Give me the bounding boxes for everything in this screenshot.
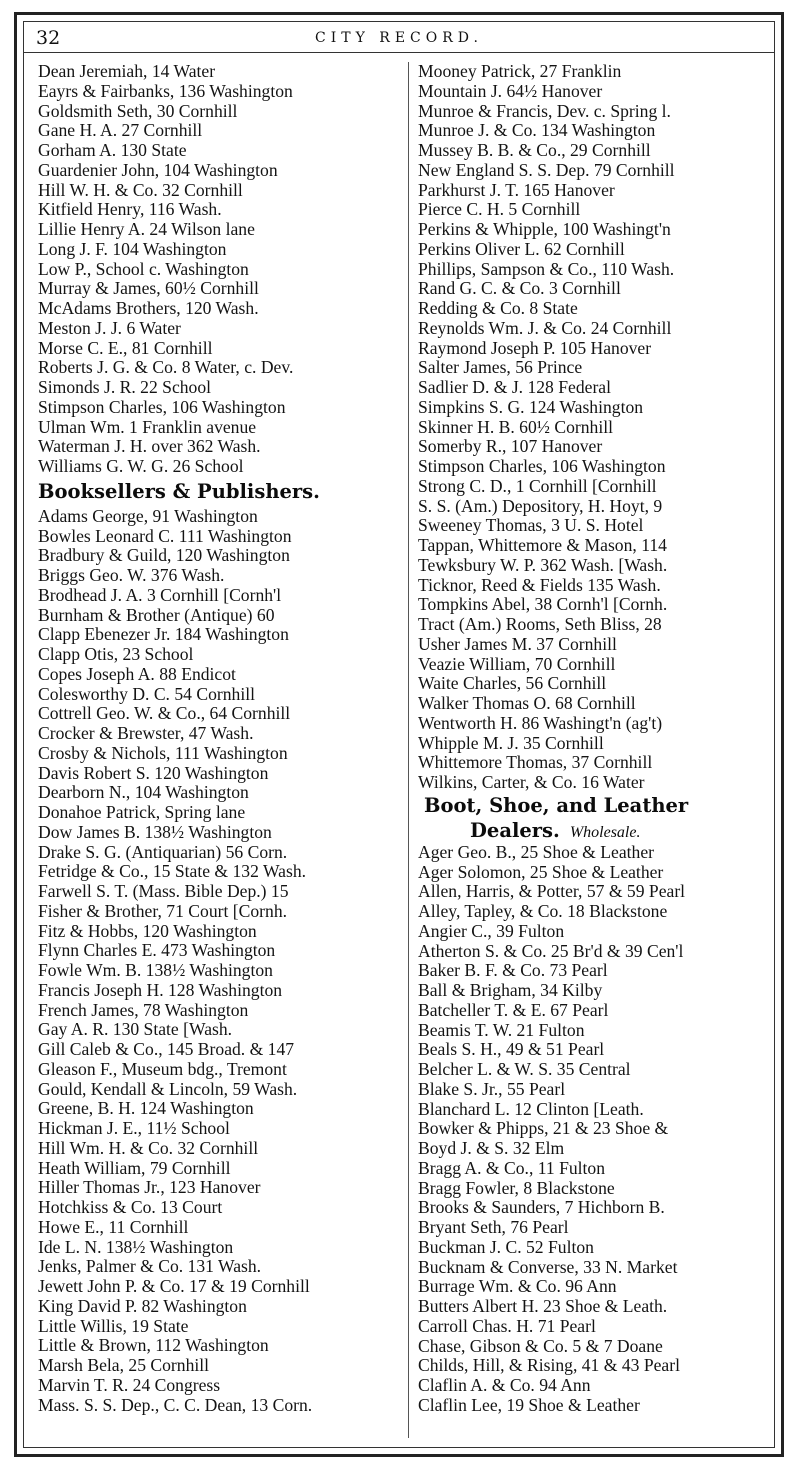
directory-entry: Sadlier D. & J. 128 Federal	[418, 378, 612, 397]
directory-entry: Munroe & Francis, Dev. c. Spring l.	[418, 101, 671, 121]
directory-entry: Francis Joseph H. 128 Washington	[38, 980, 283, 1000]
directory-entry: Rand G. C. & Co. 3 Cornhill	[418, 279, 621, 299]
directory-entry: Ticknor, Reed & Fields 135 Wash.	[418, 575, 661, 595]
directory-entry: Bradbury & Guild, 120 Washington	[38, 546, 290, 566]
directory-entry: Long J. F. 104 Washington	[38, 239, 227, 259]
right-entries-a	[418, 62, 768, 793]
directory-entry: Brooks & Saunders, 7 Hichborn B.	[418, 1198, 665, 1218]
directory-entry: Gould, Kendall & Lincoln, 59 Wash.	[38, 1079, 298, 1099]
directory-entry: Clapp Otis, 23 School	[38, 645, 194, 664]
directory-entry: Dearborn N., 104 Washington	[38, 783, 249, 803]
directory-entry: Davis Robert S. 120 Washington	[38, 763, 269, 783]
directory-entry: Stimpson Charles, 106 Washington	[38, 397, 286, 417]
column-divider	[408, 62, 409, 1438]
directory-entry: Munroe J. & Co. 134 Washington	[418, 121, 656, 141]
section-heading-note: Wholesale.	[569, 823, 641, 841]
directory-entry: Briggs Geo. W. 376 Wash.	[38, 566, 225, 585]
directory-entry: Mass. S. S. Dep., C. C. Dean, 13 Corn.	[38, 1395, 313, 1415]
page-number: 32	[36, 27, 61, 49]
directory-entry: Meston J. J. 6 Water	[38, 318, 181, 338]
directory-entry: Usher James M. 37 Cornhill	[418, 634, 617, 654]
directory-entry: Mooney Patrick, 27 Franklin	[418, 62, 622, 81]
directory-entry: Tract (Am.) Rooms, Seth Bliss, 28	[418, 615, 662, 634]
directory-entry: Drake S. G. (Antiquarian) 56 Corn.	[38, 842, 288, 862]
section-heading-dealers: Dealers.	[470, 818, 560, 842]
directory-entry: Copes Joseph A. 88 Endicot	[38, 664, 236, 684]
directory-entry: Colesworthy D. C. 54 Cornhill	[38, 684, 255, 704]
directory-entry: Perkins & Whipple, 100 Washingt'n	[418, 220, 671, 239]
directory-entry: Angier C., 39 Fulton	[418, 921, 565, 941]
directory-entry: Roberts J. G. & Co. 8 Water, c. Dev.	[38, 358, 294, 378]
directory-entry: Claflin Lee, 19 Shoe & Leather	[418, 1395, 640, 1415]
directory-entry: Heath William, 79 Cornhill	[38, 1158, 231, 1178]
directory-entry: Ager Solomon, 25 Shoe & Leather	[418, 862, 664, 882]
directory-entry: French James, 78 Washington	[38, 1000, 249, 1020]
directory-entry: Stimpson Charles, 106 Washington	[418, 457, 666, 476]
directory-entry: Beamis T. W. 21 Fulton	[418, 1020, 585, 1040]
directory-entry: Gorham A. 130 State	[38, 141, 187, 160]
directory-entry: Bowles Leonard C. 111 Washington	[38, 526, 292, 546]
directory-entry: New England S. S. Dep. 79 Cornhill	[418, 160, 675, 180]
directory-entry: Jenks, Palmer & Co. 131 Wash.	[38, 1257, 262, 1277]
directory-entry: Dean Jeremiah, 14 Water	[38, 62, 216, 81]
directory-entry: Phillips, Sampson & Co., 110 Wash.	[418, 259, 675, 279]
left-entries-b	[38, 507, 416, 1416]
directory-entry: Wentworth H. 86 Washingt'n (ag't)	[418, 713, 663, 733]
directory-entry: Guardenier John, 104 Washington	[38, 160, 278, 180]
directory-entry: Bucknam & Converse, 33 N. Market	[418, 1257, 678, 1277]
directory-entry: Fowle Wm. B. 138½ Washington	[38, 961, 273, 980]
directory-entry: Mountain J. 64½ Hanover	[418, 81, 603, 101]
directory-entry: Murray & James, 60½ Cornhill	[38, 279, 259, 299]
directory-entry: Waite Charles, 56 Cornhill	[418, 674, 607, 694]
directory-entry: Little Willis, 19 State	[38, 1316, 189, 1336]
directory-entry: Gleason F., Museum bdg., Tremont	[38, 1059, 287, 1079]
directory-page	[14, 12, 784, 1457]
directory-entry: Ulman Wm. 1 Franklin avenue	[38, 417, 257, 437]
directory-entry: Raymond Joseph P. 105 Hanover	[418, 338, 652, 358]
directory-entry: Buckman J. C. 52 Fulton	[418, 1237, 594, 1257]
directory-entry: Simpkins S. G. 124 Washington	[418, 397, 644, 417]
page-header	[24, 22, 774, 53]
directory-entry: Hiller Thomas Jr., 123 Hanover	[38, 1178, 261, 1198]
directory-entry: Perkins Oliver L. 62 Cornhill	[418, 239, 625, 259]
directory-entry: Bragg Fowler, 8 Blackstone	[418, 1178, 615, 1198]
directory-entry: Low P., School c. Washington	[38, 259, 249, 279]
directory-entry: Tewksbury W. P. 362 Wash. [Wash.	[418, 555, 668, 575]
directory-entry: Fisher & Brother, 71 Court [Cornh.	[38, 901, 288, 921]
directory-entry: Butters Albert H. 23 Shoe & Leath.	[418, 1297, 668, 1316]
directory-entry: Walker Thomas O. 68 Cornhill	[418, 694, 636, 713]
directory-entry: Parkhurst J. T. 165 Hanover	[418, 180, 615, 200]
directory-entry: Howe E., 11 Cornhill	[38, 1217, 189, 1237]
directory-entry: Jewett John P. & Co. 17 & 19 Cornhill	[38, 1277, 310, 1296]
directory-entry: Atherton S. & Co. 25 Br'd & 39 Cen'l	[418, 941, 684, 961]
directory-entry: Blanchard L. 12 Clinton [Leath.	[418, 1099, 644, 1119]
directory-entry: Allen, Harris, & Potter, 57 & 59 Pearl	[418, 882, 686, 902]
directory-entry: Veazie William, 70 Cornhill	[418, 654, 616, 674]
directory-entry: Somerby R., 107 Hanover	[418, 437, 603, 457]
section-heading-booksellers: Booksellers & Publishers.	[38, 479, 320, 503]
directory-entry: Tappan, Whittemore & Mason, 114	[418, 536, 667, 555]
directory-entry: Flynn Charles E. 473 Washington	[38, 941, 276, 961]
directory-entry: Crocker & Brewster, 47 Wash.	[38, 724, 254, 743]
directory-entry: Salter James, 56 Prince	[418, 358, 583, 378]
directory-entry: Hotchkiss & Co. 13 Court	[38, 1198, 223, 1217]
directory-entry: Gay A. R. 130 State [Wash.	[38, 1020, 233, 1040]
directory-entry: Bryant Seth, 76 Pearl	[418, 1218, 569, 1237]
directory-entry: Skinner H. B. 60½ Cornhill	[418, 417, 614, 437]
directory-entry: Carroll Chas. H. 71 Pearl	[418, 1316, 596, 1336]
directory-entry: Farwell S. T. (Mass. Bible Dep.) 15	[38, 882, 289, 901]
directory-entry: Goldsmith Seth, 30 Cornhill	[38, 101, 238, 121]
directory-entry: Fetridge & Co., 15 State & 132 Wash.	[38, 862, 307, 882]
directory-entry: King David P. 82 Washington	[38, 1296, 247, 1316]
directory-entry: Waterman J. H. over 362 Wash.	[38, 437, 261, 457]
directory-entry: Pierce C. H. 5 Cornhill	[418, 200, 581, 220]
directory-entry: Clapp Ebenezer Jr. 184 Washington	[38, 625, 289, 645]
directory-entry: Batcheller T. & E. 67 Pearl	[418, 1000, 609, 1020]
directory-entry: Childs, Hill, & Rising, 41 & 43 Pearl	[418, 1356, 680, 1376]
left-entries-a	[38, 62, 416, 477]
directory-entry: Morse C. E., 81 Cornhill	[38, 338, 213, 358]
directory-entry: Whipple M. J. 35 Cornhill	[418, 733, 604, 753]
directory-entry: S. S. (Am.) Depository, H. Hoyt, 9	[418, 496, 663, 516]
directory-entry: Bowker & Phipps, 21 & 23 Shoe &	[418, 1119, 669, 1139]
directory-entry: Little & Brown, 112 Washington	[38, 1336, 269, 1356]
directory-entry: Belcher L. & W. S. 35 Central	[418, 1060, 631, 1079]
directory-entry: Strong C. D., 1 Cornhill [Cornhill	[418, 476, 657, 496]
directory-entry: Redding & Co. 8 State	[418, 299, 578, 318]
section-heading-dealers-line	[418, 819, 768, 843]
directory-entry: Brodhead J. A. 3 Cornhill [Cornh'l	[38, 585, 282, 605]
directory-entry: Hickman J. E., 11½ School	[38, 1119, 230, 1138]
directory-entry: Chase, Gibson & Co. 5 & 7 Doane	[418, 1336, 663, 1356]
directory-entry: Burrage Wm. & Co. 96 Ann	[418, 1277, 617, 1297]
running-title: CITY RECORD.	[315, 30, 483, 46]
directory-entry: Marvin T. R. 24 Congress	[38, 1375, 221, 1395]
directory-entry: Ide L. N. 138½ Washington	[38, 1237, 234, 1257]
directory-entry: Crosby & Nichols, 111 Washington	[38, 743, 288, 763]
right-entries-b	[418, 843, 768, 1416]
directory-entry: Reynolds Wm. J. & Co. 24 Cornhill	[418, 318, 672, 338]
directory-entry: Ball & Brigham, 34 Kilby	[418, 981, 603, 1000]
page-frame	[23, 21, 775, 1448]
directory-entry: Gane H. A. 27 Cornhill	[38, 121, 203, 141]
directory-entry: Dow James B. 138½ Washington	[38, 822, 272, 842]
directory-entry: Mussey B. B. & Co., 29 Cornhill	[418, 141, 651, 160]
directory-entry: Lillie Henry A. 24 Wilson lane	[38, 220, 255, 239]
directory-entry: Gill Caleb & Co., 145 Broad. & 147	[38, 1040, 295, 1059]
directory-entry: Fitz & Hobbs, 120 Washington	[38, 921, 257, 941]
directory-entry: Greene, B. H. 124 Washington	[38, 1099, 254, 1119]
directory-entry: Donahoe Patrick, Spring lane	[38, 803, 246, 822]
directory-entry: Simonds J. R. 22 School	[38, 378, 212, 397]
directory-entry: Beals S. H., 49 & 51 Pearl	[418, 1040, 605, 1060]
directory-entry: Wilkins, Carter, & Co. 16 Water	[418, 773, 645, 792]
directory-entry: Blake S. Jr., 55 Pearl	[418, 1079, 566, 1099]
directory-entry: Williams G. W. G. 26 School	[38, 457, 244, 476]
directory-entry: Bragg A. & Co., 11 Fulton	[418, 1158, 606, 1178]
directory-entry: Burnham & Brother (Antique) 60	[38, 605, 275, 625]
directory-entry: Hill W. H. & Co. 32 Cornhill	[38, 180, 243, 200]
directory-entry: Cottrell Geo. W. & Co., 64 Cornhill	[38, 704, 291, 724]
directory-entry: Ager Geo. B., 25 Shoe & Leather	[418, 842, 654, 862]
directory-entry: Sweeney Thomas, 3 U. S. Hotel	[418, 516, 644, 536]
directory-entry: Eayrs & Fairbanks, 136 Washington	[38, 81, 293, 101]
directory-entry: Claflin A. & Co. 94 Ann	[418, 1376, 591, 1395]
left-column	[38, 62, 416, 1415]
directory-entry: Adams George, 91 Washington	[38, 506, 258, 526]
directory-entry: Whittemore Thomas, 37 Cornhill	[418, 753, 653, 773]
directory-entry: Kitfield Henry, 116 Wash.	[38, 200, 222, 220]
directory-entry: Hill Wm. H. & Co. 32 Cornhill	[38, 1138, 259, 1158]
directory-entry: Baker B. F. & Co. 73 Pearl	[418, 961, 608, 981]
directory-entry: Tompkins Abel, 38 Cornh'l [Cornh.	[418, 595, 668, 615]
directory-entry: Alley, Tapley, & Co. 18 Blackstone	[418, 902, 668, 921]
right-column	[418, 62, 768, 1416]
directory-entry: Marsh Bela, 25 Cornhill	[38, 1356, 210, 1375]
directory-entry: McAdams Brothers, 120 Wash.	[38, 299, 259, 318]
section-heading-boot-shoe: Boot, Shoe, and Leather	[424, 793, 689, 817]
directory-entry: Boyd J. & S. 32 Elm	[418, 1139, 565, 1158]
